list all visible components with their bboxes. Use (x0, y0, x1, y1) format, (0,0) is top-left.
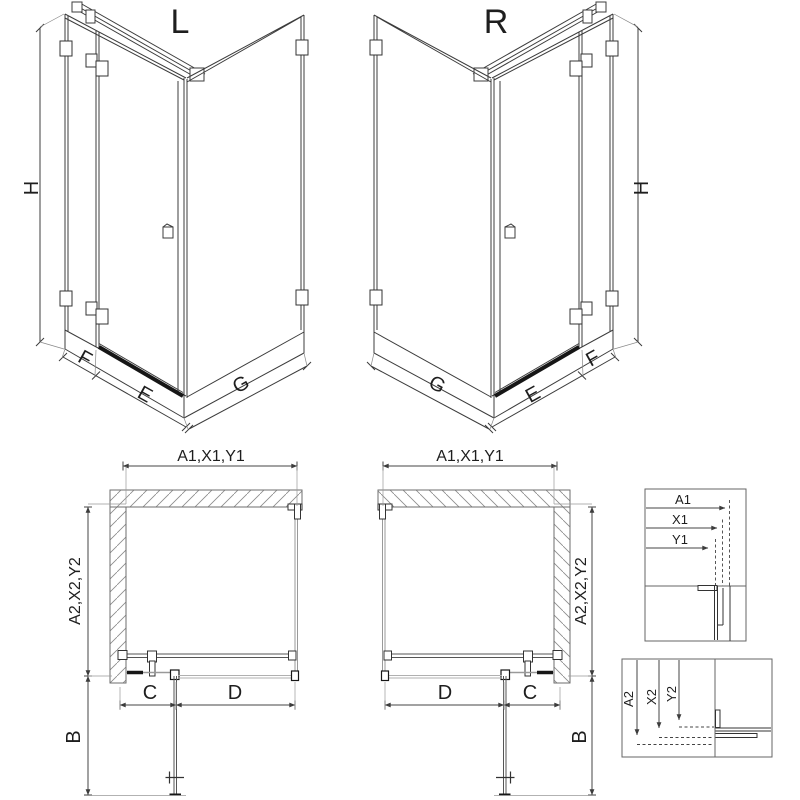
dim-label-C-left: C (142, 682, 158, 704)
dim-label-G-left: G (228, 371, 254, 399)
plan-left-view (84, 462, 302, 796)
dim-label-width-right: A1,X1,Y1 (436, 448, 504, 465)
dim-label-B-right: B (569, 730, 591, 744)
detail-label-A2: A2 (621, 691, 636, 707)
wall-profile-section (698, 586, 730, 642)
dim-label-H-left: H (21, 180, 43, 196)
variant-label-right: R (483, 3, 509, 41)
detail-label-Y1: Y1 (672, 532, 688, 547)
iso-left-view (36, 2, 311, 433)
detail-box-depth (622, 659, 772, 757)
dim-label-D-left: D (227, 682, 243, 704)
iso-right-view (367, 2, 642, 433)
detail-label-A1: A1 (675, 492, 691, 507)
detail-label-X2: X2 (644, 689, 659, 705)
detail-label-X1: X1 (672, 512, 688, 527)
dim-label-depth-left: A2,X2,Y2 (67, 557, 84, 625)
dim-label-B-left: B (63, 730, 85, 744)
dim-label-G-right: G (424, 371, 450, 399)
dim-label-D-right: D (437, 682, 453, 704)
dim-label-H-right: H (631, 180, 653, 196)
variant-label-left: L (170, 3, 190, 41)
dim-label-E-left: E (133, 381, 157, 408)
wall-profile-section (716, 710, 772, 738)
dim-label-F-left: F (74, 346, 96, 372)
plan-right-view (378, 462, 596, 796)
dim-label-width-left: A1,X1,Y1 (177, 448, 245, 465)
reference-dashed-lines (716, 500, 730, 586)
reference-dashed-lines (637, 727, 714, 745)
dim-label-depth-right: A2,X2,Y2 (573, 557, 590, 625)
dim-label-F-right: F (582, 346, 604, 372)
dim-label-E-right: E (521, 381, 545, 408)
dim-label-C-right: C (522, 682, 538, 704)
detail-box-width (645, 489, 746, 641)
detail-label-Y2: Y2 (664, 686, 679, 702)
